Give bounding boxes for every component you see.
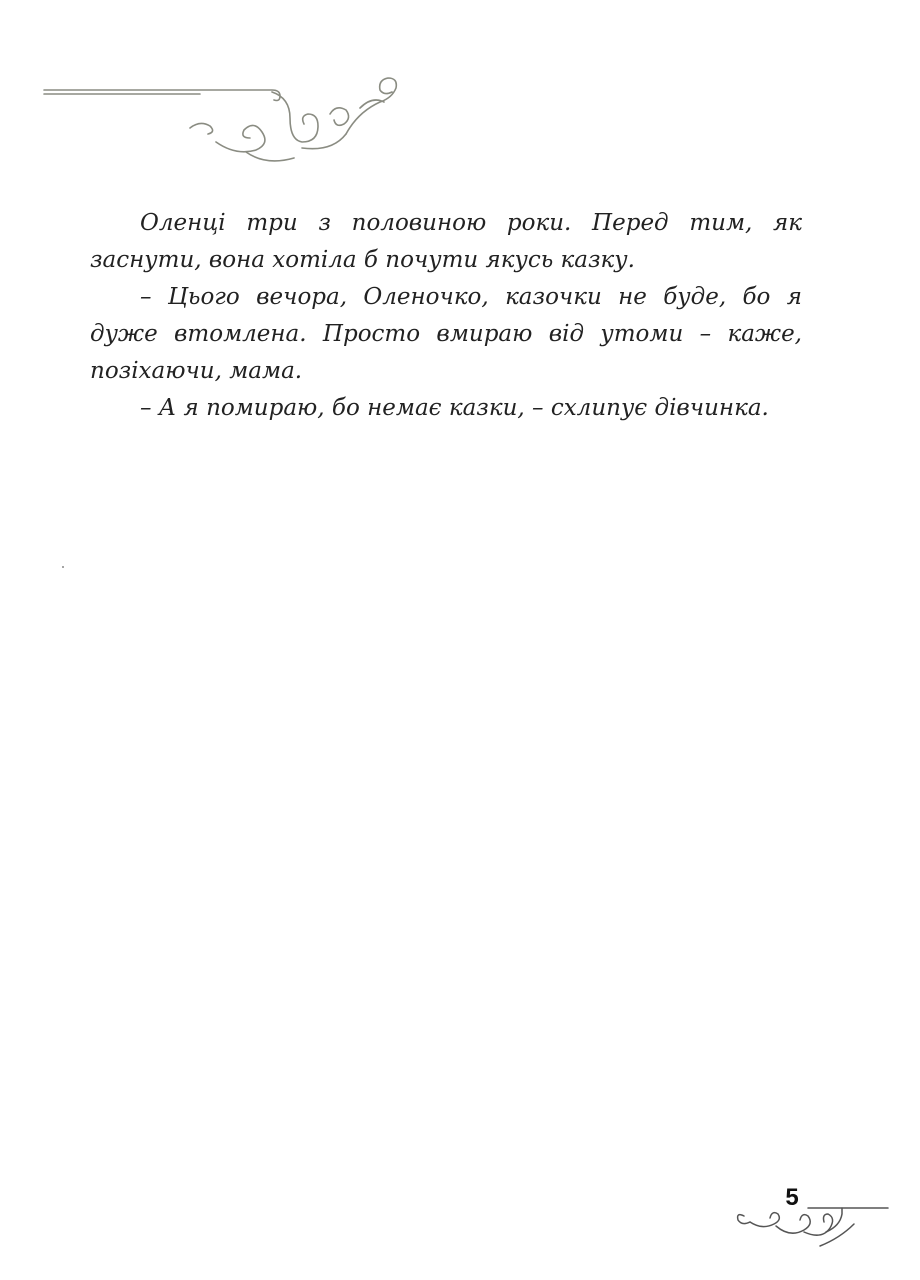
- paragraph: – Цього вечора, Оленочко, казочки не буде, бо я дуже втомлена. Просто вмираю від утоми – каже, позіхаючи, мама.: [90, 284, 802, 384]
- decorative-flourish-bottom: [730, 1190, 890, 1255]
- scan-speck: [62, 566, 64, 568]
- paragraph: – А я помираю, бо немає казки, – схлипує дівчинка.: [140, 395, 769, 421]
- paragraph: Оленці три з половиною роки. Перед тим, як заснути, вона хотіла б почути якусь казку.: [90, 210, 802, 273]
- story-text: [90, 205, 802, 427]
- page-number: 5: [785, 1184, 799, 1211]
- decorative-flourish-top: [40, 70, 420, 170]
